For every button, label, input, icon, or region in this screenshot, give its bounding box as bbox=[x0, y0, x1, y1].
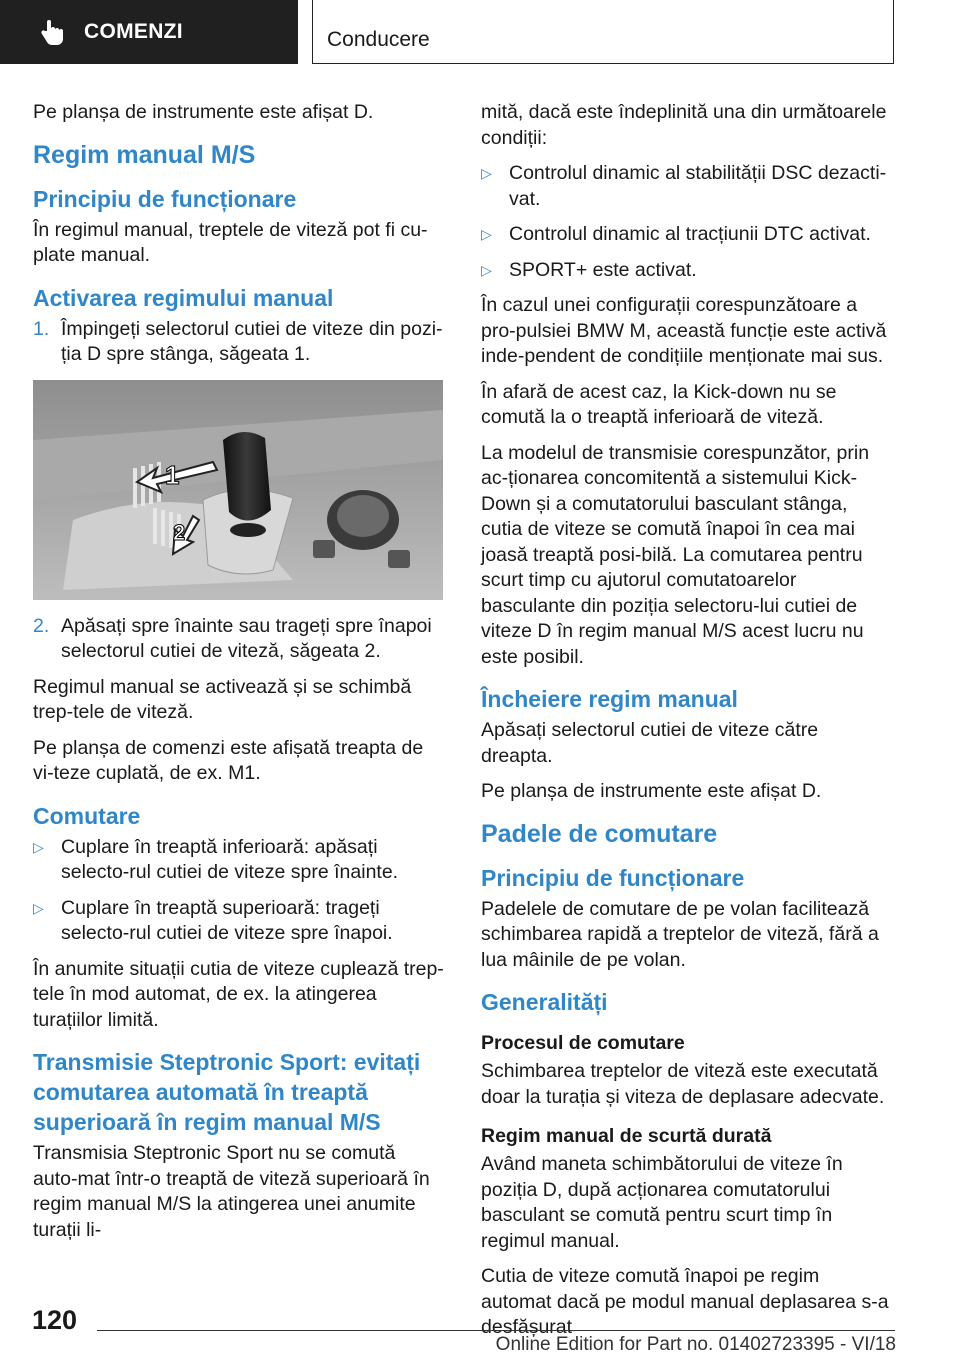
section-tab[interactable] bbox=[0, 0, 298, 64]
chapter-header bbox=[312, 0, 894, 64]
paragraph: Padelele de comutare de pe volan facilitează schimbarea rapidă a treptelor de viteză, fără a lua mâinile de pe volan. bbox=[481, 897, 879, 971]
left-column bbox=[33, 100, 445, 1253]
paragraph: Având maneta schimbătorului de viteze în poziția D, după acționarea comutatorului basculant se comută pentru scurt timp în regimul manual. bbox=[481, 1153, 843, 1252]
list-item-text: Cuplare în treaptă superioară: trageți selecto-rul cutiei de viteze spre înapoi. bbox=[61, 896, 393, 944]
paragraph: În anumite situații cutia de viteze cuplează trep-tele în mod automat, de ex. la atingerea turațiilor limită. bbox=[33, 957, 444, 1031]
paragraph: La modelul de transmisie corespunzător, prin ac-ționarea concomitentă a sistemului Kick-Down și a comutatorului basculant stânga, cutia de viteze se comută înapoi în cea mai joasă treaptă posi-bilă. La comutarea pentru scurt timp cu ajutorul comutatoarelor basculante din poziția selectoru-lui cutiei de viteze D în regim manual M/S acest lucru nu este posibil. bbox=[481, 441, 870, 668]
paragraph: Schimbarea treptelor de viteză este executată doar la turația și viteza de deplasare adecvate. bbox=[481, 1060, 885, 1108]
step-1 bbox=[33, 317, 445, 368]
paragraph: În regimul manual, treptele de viteză pot fi cu-plate manual. bbox=[33, 218, 428, 266]
bullet-triangle-icon: ▷ bbox=[33, 899, 44, 916]
section-tab-label: COMENZI bbox=[84, 20, 183, 43]
paragraph: Cutia de viteze comută înapoi pe regim automat dacă pe modul manual deplasarea s-a desfășurat bbox=[481, 1265, 889, 1338]
arrow-1-label: 1 bbox=[165, 459, 180, 490]
list-item bbox=[33, 896, 445, 947]
heading-principle: Principiu de funcționare bbox=[33, 185, 297, 212]
heading-principle: Principiu de funcționare bbox=[481, 864, 745, 891]
paragraph: Regimul manual se activează și se schimbă trep-tele de viteză. bbox=[33, 675, 412, 723]
bullet-triangle-icon: ▷ bbox=[481, 261, 492, 278]
bullet-triangle-icon: ▷ bbox=[33, 838, 44, 855]
heading-activation: Activarea regimului manual bbox=[33, 284, 334, 311]
paragraph: mită, dacă este îndeplinită una din următoarele condiții: bbox=[481, 101, 887, 149]
step-2 bbox=[33, 614, 445, 665]
step-text: Apăsați spre înainte sau trageți spre înapoi selectorul cutiei de viteză, săgeata 2. bbox=[61, 614, 432, 662]
right-column bbox=[481, 100, 893, 1351]
step-number: 2. bbox=[33, 614, 50, 637]
heading-manual-mode: Regim manual M/S bbox=[33, 140, 256, 169]
subheading-short-manual: Regim manual de scurtă durată bbox=[481, 1125, 772, 1147]
step-text: Împingeți selectorul cutiei de viteze din pozi-ția D spre stânga, săgeata 1. bbox=[61, 317, 443, 365]
page-number: 120 bbox=[32, 1305, 78, 1335]
paragraph: Apăsați selectorul cutiei de viteze către dreapta. bbox=[481, 719, 819, 767]
list-item bbox=[33, 835, 445, 886]
list-item-text: Controlul dinamic al stabilității DSC dezacti-vat. bbox=[509, 162, 887, 210]
list-item-text: Controlul dinamic al tracțiunii DTC activat. bbox=[509, 223, 871, 245]
footer-divider bbox=[97, 1330, 895, 1331]
bullet-triangle-icon: ▷ bbox=[481, 165, 492, 181]
footer-edition: Online Edition for Part no. 01402723395 - VI/18 bbox=[495, 1334, 896, 1355]
heading-paddles: Padele de comutare bbox=[481, 819, 718, 848]
list-item-text: Cuplare în treaptă inferioară: apăsați selecto-rul cutiei de viteze spre înainte. bbox=[61, 835, 399, 883]
hand-pointer-icon bbox=[38, 17, 68, 47]
paragraph: În cazul unei configurații corespunzătoare a pro-pulsiei BMW M, această funcție este activă inde-pendent de condițiile menționate mai sus. bbox=[481, 294, 887, 367]
paragraph: Pe planșa de instrumente este afișat D. bbox=[33, 101, 374, 123]
gear-selector-photo bbox=[33, 380, 443, 600]
list-item-text: SPORT+ este activat. bbox=[509, 258, 697, 281]
step-number: 1. bbox=[33, 317, 50, 340]
chapter-title: Conducere bbox=[327, 28, 430, 51]
paragraph: Pe planșa de comenzi este afișată treapta de vi-teze cuplată, de ex. M1. bbox=[33, 736, 424, 784]
heading-general: Generalități bbox=[481, 989, 608, 1015]
list-item bbox=[481, 161, 893, 212]
arrow-2-label: 2 bbox=[173, 519, 186, 545]
paragraph: Pe planșa de instrumente este afișat D. bbox=[481, 780, 822, 802]
bullet-triangle-icon: ▷ bbox=[481, 226, 492, 242]
paragraph: În afară de acest caz, la Kick-down nu se comută la o treaptă inferioară de viteză. bbox=[481, 380, 837, 428]
heading-shifting: Comutare bbox=[33, 802, 141, 829]
heading-steptronic: Transmisie Steptronic Sport: evitați comutarea automată în treaptă superioară în regim manual M/S bbox=[33, 1049, 421, 1135]
subheading-shift-process: Procesul de comutare bbox=[481, 1032, 685, 1054]
paragraph: Transmisia Steptronic Sport nu se comută auto-mat într-o treaptă de viteză superioară în regim manual M/S la atingerea unei anumite turații li- bbox=[33, 1142, 430, 1241]
list-item bbox=[481, 222, 893, 248]
heading-end-manual: Încheiere regim manual bbox=[481, 686, 738, 712]
list-item bbox=[481, 258, 893, 284]
